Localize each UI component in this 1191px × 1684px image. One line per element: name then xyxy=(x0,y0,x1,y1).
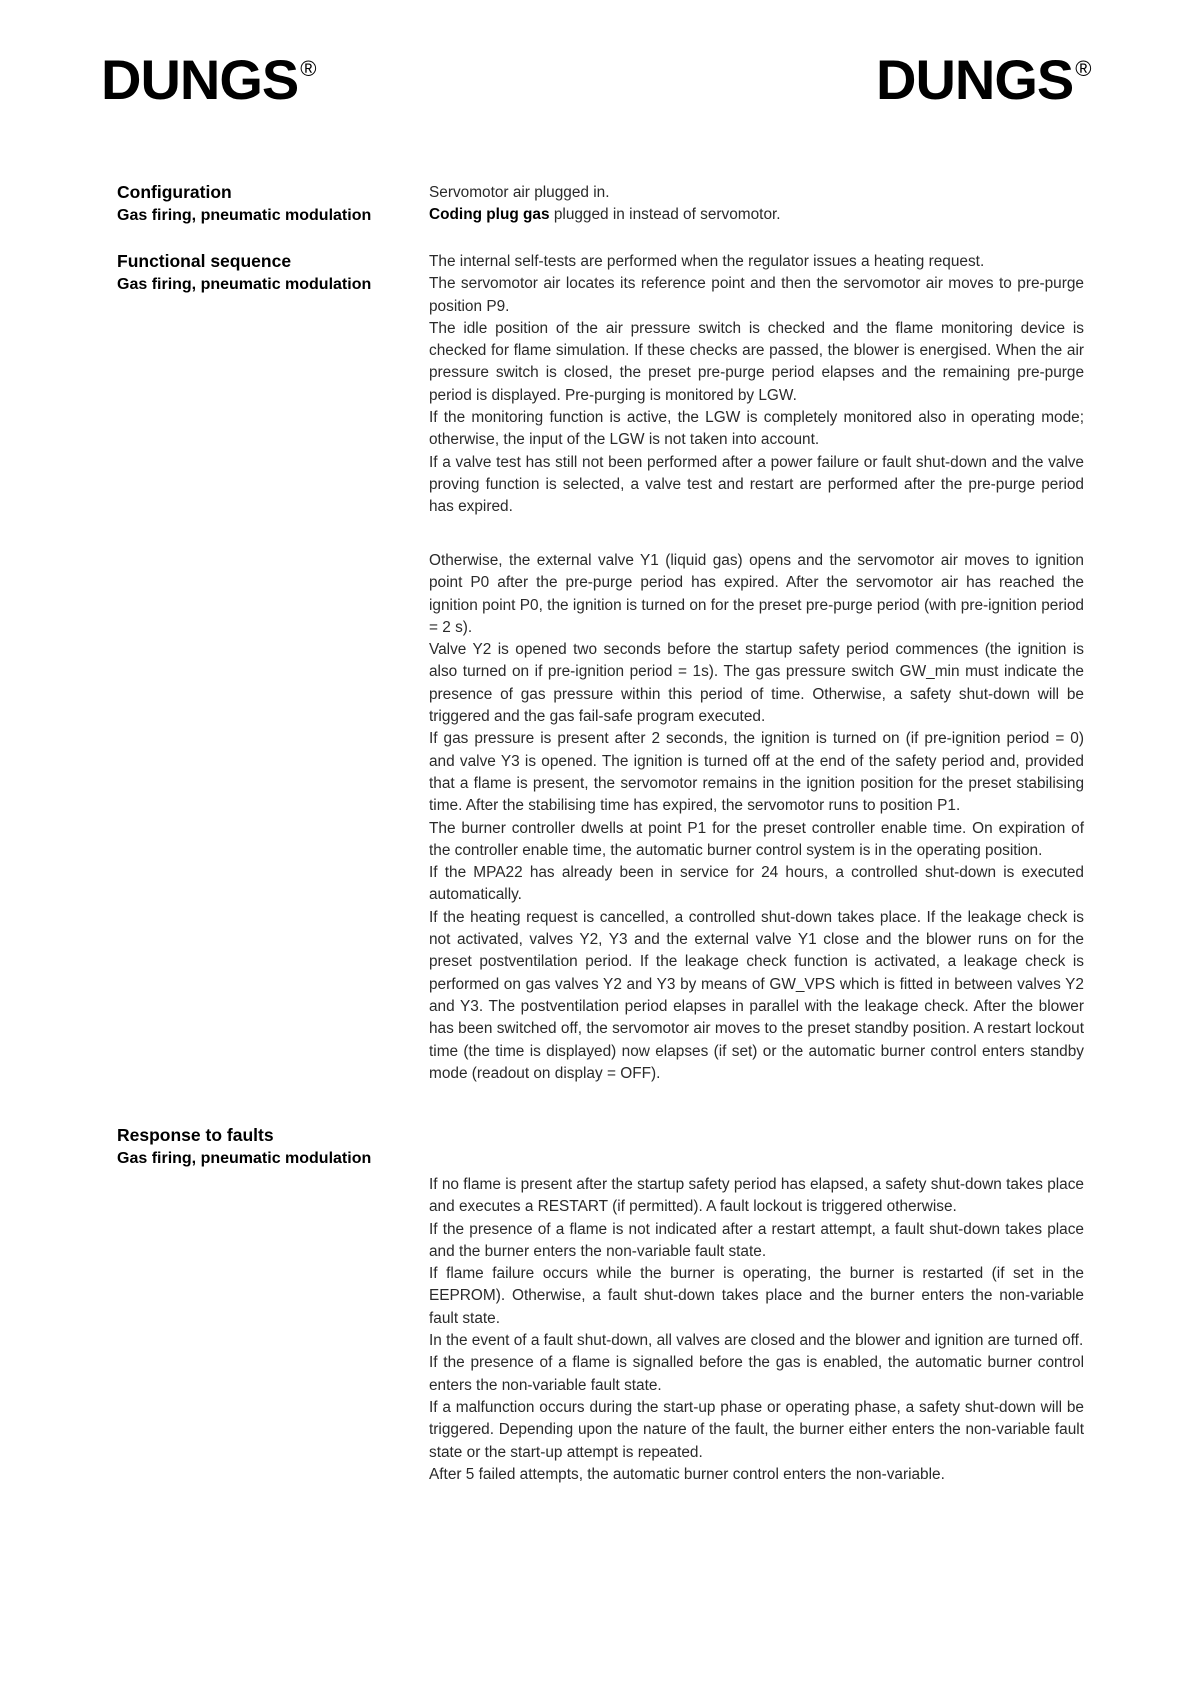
logo-left-text: DUNGS xyxy=(101,48,299,111)
dungs-logo-right xyxy=(876,48,1091,111)
functional-sequence-subtitle: Gas firing, pneumatic modulation xyxy=(117,276,372,293)
coding-plug-gas-label: Coding plug gas xyxy=(429,206,550,224)
response-to-faults-paragraph: If flame failure occurs while the burner is operating, the burner is restarted (if set in the EEPROM). Otherwise, a fault shut-down takes place and the burner enters the non-variable fault state. xyxy=(429,1265,1084,1327)
response-to-faults-paragraph: If the presence of a flame is not indicated after a restart attempt, a fault shut-down takes place and the burner enters the non-variable fault state. xyxy=(429,1220,1084,1260)
dungs-logo-left xyxy=(101,48,316,111)
functional-sequence-paragraph: If a valve test has still not been performed after a power failure or fault shut-down and the valve proving function is selected, a valve test and restart are performed after the pre-purge period has expired. xyxy=(429,453,1084,516)
configuration-body xyxy=(429,182,1084,227)
response-to-faults-paragraph: If a malfunction occurs during the start-up phase or operating phase, a safety shut-down will be triggered. Depending upon the nature of the fault, the burner either enters the non-variable fault state or the start-up attempt is repeated. xyxy=(429,1398,1084,1461)
response-to-faults-paragraph: In the event of a fault shut-down, all valves are closed and the blower and ignition are turned off. xyxy=(429,1332,1084,1350)
configuration-subtitle: Gas firing, pneumatic modulation xyxy=(117,207,372,224)
response-to-faults-paragraph: If no flame is present after the startup safety period has elapsed, a safety shut-down takes place and executes a RESTART (if permitted). A fault lockout is triggered otherwise. xyxy=(429,1176,1084,1216)
functional-sequence-paragraph: If the heating request is cancelled, a controlled shut-down takes place. If the leakage check is not activated, valves Y2, Y3 and the external valve Y1 close and the blower runs on for the preset postventilation period. If the leakage check function is activated, a leakage check is performed on gas valves Y2 and Y3 by means of GW_VPS which is fitted in between valves Y2 and Y3. The postventilation period elapses in parallel with the leakage check. After the blower has been switched off, the servomotor air moves to the preset standby position. A restart lockout time (the time is displayed) now elapses (if set) or the automatic burner control enters standby mode (readout on display = OFF). xyxy=(429,908,1084,1082)
functional-sequence-paragraph: If gas pressure is present after 2 seconds, the ignition is turned on (if pre-ignition period = 0) and valve Y3 is opened. The ignition is turned off at the end of the safety period and, provided that a flame is present, the servomotor remains in the ignition position for the preset stabilising time. After the stabilising time has expired, the servomotor runs to position P1. xyxy=(429,730,1084,815)
response-to-faults-body xyxy=(429,1174,1084,1486)
configuration-line-1: Servomotor air plugged in. xyxy=(429,184,610,201)
configuration-title: Configuration xyxy=(117,182,232,202)
functional-sequence-heading xyxy=(117,250,407,296)
functional-sequence-paragraph: The internal self-tests are performed when the regulator issues a heating request. xyxy=(429,253,985,270)
response-to-faults-subtitle: Gas firing, pneumatic modulation xyxy=(117,1150,372,1167)
functional-sequence-title: Functional sequence xyxy=(117,251,292,271)
functional-sequence-paragraph: If the monitoring function is active, the LGW is completely monitored also in operating mode; otherwise, the input of the LGW is not taken into account. xyxy=(429,409,1084,449)
registered-mark-right: ® xyxy=(1075,56,1091,81)
response-to-faults-heading xyxy=(117,1124,407,1170)
functional-sequence-body-1 xyxy=(429,251,1084,519)
functional-sequence-paragraph: Otherwise, the external valve Y1 (liquid gas) opens and the servomotor air moves to ignition point P0 after the pre-purge period has expired. After the servomotor air has reached the ignition point P0, the ignition is turned on for the preset pre-purge period (with pre-ignition period = 2 s). xyxy=(429,552,1084,636)
configuration-heading xyxy=(117,181,407,227)
functional-sequence-paragraph: The servomotor air locates its reference point and then the servomotor air moves to pre-purge position P9. xyxy=(429,275,1084,315)
configuration-line-2-rest: plugged in instead of servomotor. xyxy=(549,206,781,224)
logo-right-text: DUNGS xyxy=(876,48,1074,111)
functional-sequence-paragraph: The burner controller dwells at point P1 for the preset controller enable time. On expiration of the controller enable time, the automatic burner control system is in the operating position. xyxy=(429,819,1084,859)
configuration-line-2 xyxy=(429,204,1084,226)
functional-sequence-paragraph: Valve Y2 is opened two seconds before the startup safety period commences (the ignition is also turned on if pre-ignition period = 1s). The gas pressure switch GW_min must indicate the presence of gas pressure within this period of time. Otherwise, a safety shut-down will be triggered and the gas fail-safe program executed. xyxy=(429,641,1084,726)
functional-sequence-paragraph: If the MPA22 has already been in service for 24 hours, a controlled shut-down is executed automatically. xyxy=(429,864,1084,904)
functional-sequence-body-2 xyxy=(429,550,1084,1085)
response-to-faults-title: Response to faults xyxy=(117,1125,274,1145)
response-to-faults-paragraph: If the presence of a flame is signalled before the gas is enabled, the automatic burner control enters the non-variable fault state. xyxy=(429,1354,1084,1394)
registered-mark-left: ® xyxy=(300,56,316,81)
response-to-faults-paragraph: After 5 failed attempts, the automatic burner control enters the non-variable. xyxy=(429,1465,945,1483)
functional-sequence-paragraph: The idle position of the air pressure switch is checked and the flame monitoring device is checked for flame simulation. If these checks are passed, the blower is energised. When the air pressure switch is closed, the preset pre-purge period elapses and the remaining pre-purge period is displayed. Pre-purging is monitored by LGW. xyxy=(429,319,1084,404)
